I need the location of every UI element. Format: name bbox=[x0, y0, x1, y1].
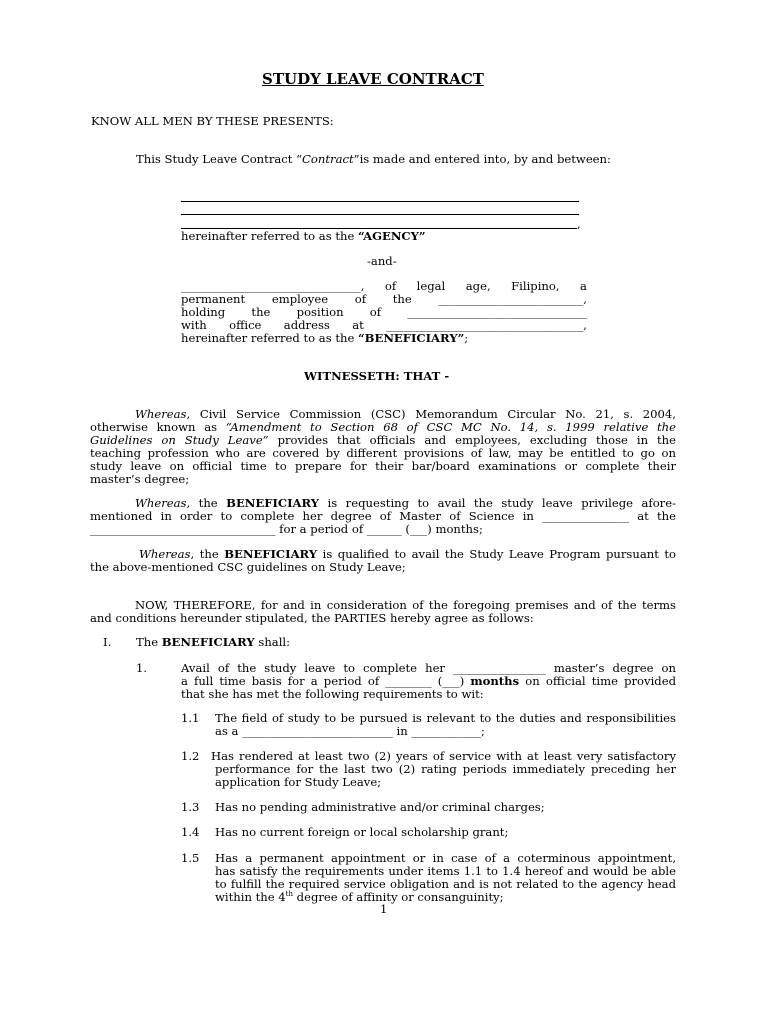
office-address-blank: __________________________________, bbox=[386, 318, 587, 332]
sub-item-1-2-line-2: performance for the last two (2) rating periods immediately preceding her bbox=[215, 762, 676, 776]
text: degree of affinity or consanguinity; bbox=[293, 890, 504, 904]
text: is requesting to avail the study leave privilege afore- bbox=[319, 496, 676, 510]
preamble-text-end: ”is made and entered into, by and between: bbox=[353, 152, 611, 166]
word: permanent bbox=[181, 292, 246, 306]
word: the bbox=[251, 305, 271, 319]
word: position bbox=[296, 305, 344, 319]
item-number: 1. bbox=[136, 661, 148, 675]
text: The bbox=[136, 635, 162, 649]
whereas-2-line-3: ________________________________ for a period of ______ (___) months; bbox=[90, 522, 483, 536]
beneficiary-name-blank: _______________________________, bbox=[181, 279, 365, 293]
whereas-1-line-5: study leave on official time to prepare for their bar/board examinations or complete their bbox=[90, 459, 676, 473]
item-1-line-3: that she has met the following requirements to wit: bbox=[181, 687, 484, 701]
text: , Civil Service Commission (CSC) Memorandum Circular No. 21, s. 2004, bbox=[186, 407, 676, 421]
sub-item-1-1-line-1: The field of study to be pursued is relevant to the duties and responsibilities bbox=[215, 711, 676, 725]
section-number: I. bbox=[103, 635, 112, 649]
sub-item-1-1-line-2: as a __________________________ in ____________; bbox=[215, 724, 485, 738]
word: holding bbox=[181, 305, 226, 319]
whereas-2-line-2: mentioned in order to complete her degree of Master of Science in _______________ at the bbox=[90, 509, 676, 523]
beneficiary-reference-text: hereinafter referred to as the bbox=[181, 331, 359, 345]
word: legal bbox=[416, 279, 446, 293]
text: otherwise known as bbox=[90, 420, 226, 434]
text: within the 4 bbox=[215, 890, 286, 904]
ordinal-suffix: th bbox=[285, 890, 293, 899]
word: of bbox=[354, 292, 367, 306]
agency-blank-line-1 bbox=[181, 201, 579, 202]
word: the bbox=[392, 292, 412, 306]
text: shall: bbox=[254, 635, 291, 649]
sub-item-1-4-text: Has no current foreign or local scholarship grant; bbox=[215, 825, 509, 839]
sub-item-number: 1.5 bbox=[181, 851, 200, 865]
circular-title: “Amendment to Section 68 of CSC MC No. 14, s. 1999 relative the bbox=[225, 420, 676, 434]
item-1-line-1: Avail of the study leave to complete her ________________ master’s degree on bbox=[181, 661, 676, 675]
word: address bbox=[283, 318, 330, 332]
text: on official time provided bbox=[519, 674, 676, 688]
text: , the bbox=[190, 547, 225, 561]
now-therefore-line-2: and conditions hereunder stipulated, the PARTIES hereby agree as follows: bbox=[90, 611, 534, 625]
word: with bbox=[181, 318, 207, 332]
sub-item-1-5-line-1: Has a permanent appointment or in case of a coterminous appointment, bbox=[215, 851, 676, 865]
word: employee bbox=[271, 292, 329, 306]
text: a full time basis for a period of ________ (___) bbox=[181, 674, 471, 688]
agency-blank-comma: , bbox=[577, 217, 581, 231]
sub-item-1-5-line-4 bbox=[215, 891, 504, 904]
agency-term: “AGENCY” bbox=[358, 229, 426, 243]
sub-item-number: 1.3 bbox=[181, 800, 200, 814]
preamble-contract-term: Contract bbox=[302, 152, 354, 166]
section-heading bbox=[136, 636, 290, 649]
witnesseth-heading: WITNESSETH: THAT - bbox=[304, 369, 450, 383]
and-separator: -and- bbox=[367, 254, 397, 268]
preamble bbox=[136, 153, 611, 166]
position-blank: _______________________________ bbox=[407, 305, 587, 319]
employer-blank: _________________________, bbox=[438, 292, 587, 306]
sub-item-1-2-line-1: Has rendered at least two (2) years of service with at least very satisfactory bbox=[211, 749, 676, 763]
circular-title-end: Guidelines on Study Leave” bbox=[90, 433, 269, 447]
intro-line: KNOW ALL MEN BY THESE PRESENTS: bbox=[91, 114, 334, 128]
sub-item-number: 1.2 bbox=[181, 749, 200, 763]
word: age, bbox=[465, 279, 491, 293]
whereas-1-line-4: teaching profession who are covered by different provisions of law, may be entitled to go on bbox=[90, 446, 676, 460]
months-term: months bbox=[470, 674, 520, 688]
word: office bbox=[229, 318, 262, 332]
sub-item-1-3-text: Has no pending administrative and/or criminal charges; bbox=[215, 800, 545, 814]
sub-item-1-5-line-2: has satisfy the requirements under items 1.1 to 1.4 hereof and would be able bbox=[215, 864, 676, 878]
word: of bbox=[384, 279, 397, 293]
text: is qualified to avail the Study Leave Program pursuant to bbox=[317, 547, 676, 561]
word: a bbox=[580, 279, 587, 293]
preamble-text: This Study Leave Contract “ bbox=[136, 152, 303, 166]
whereas-term: Whereas bbox=[135, 407, 187, 421]
word: Filipino, bbox=[511, 279, 560, 293]
beneficiary-reference bbox=[181, 332, 468, 345]
agency-reference-text: hereinafter referred to as the bbox=[181, 229, 359, 243]
word: of bbox=[369, 305, 382, 319]
sub-item-1-2-line-3: application for Study Leave; bbox=[215, 775, 382, 789]
text: , the bbox=[186, 496, 227, 510]
beneficiary-term: BENEFICIARY bbox=[226, 496, 320, 510]
document-title: STUDY LEAVE CONTRACT bbox=[262, 70, 484, 88]
sub-item-number: 1.4 bbox=[181, 825, 200, 839]
sub-item-number: 1.1 bbox=[181, 711, 200, 725]
beneficiary-term: BENEFICIARY bbox=[161, 635, 255, 649]
whereas-1-line-6: master’s degree; bbox=[90, 472, 190, 486]
semicolon: ; bbox=[464, 331, 469, 345]
agency-blank-line-2 bbox=[181, 214, 579, 215]
whereas-3-line-2: the above-mentioned CSC guidelines on Study Leave; bbox=[90, 560, 406, 574]
beneficiary-term: BENEFICIARY bbox=[224, 547, 318, 561]
text: provides that officials and employees, excluding those in the bbox=[268, 433, 676, 447]
word: at bbox=[352, 318, 364, 332]
whereas-term: Whereas bbox=[135, 496, 187, 510]
page-number: 1 bbox=[380, 902, 388, 916]
sub-item-1-5-line-3: to fulfill the required service obligation and is not related to the agency head bbox=[215, 877, 676, 891]
whereas-term: Whereas bbox=[139, 547, 191, 561]
beneficiary-term: “BENEFICIARY” bbox=[358, 331, 465, 345]
agency-reference bbox=[181, 230, 426, 243]
now-therefore-line-1: NOW, THEREFORE, for and in consideration of the foregoing premises and of the terms bbox=[135, 598, 676, 612]
